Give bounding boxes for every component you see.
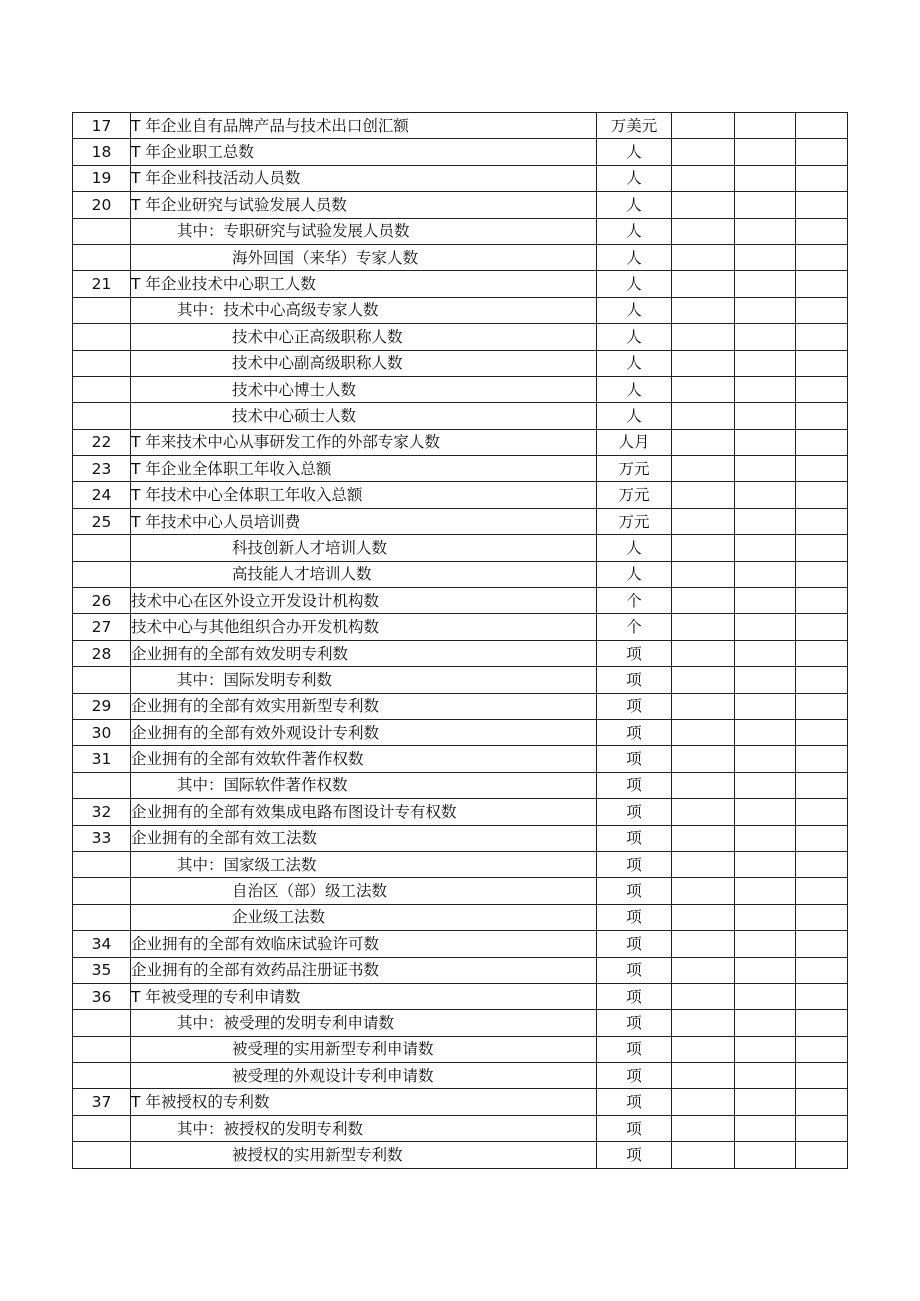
table-row (73, 667, 848, 693)
indicator-name-cell: 其中：国际发明专利数 (131, 667, 597, 693)
unit-cell: 人 (597, 218, 672, 244)
table-row (73, 456, 848, 482)
value-cell-2[interactable] (735, 1036, 796, 1062)
value-cell-3[interactable] (796, 746, 848, 772)
table-row (73, 799, 848, 825)
value-cell-3[interactable] (796, 192, 848, 218)
unit-cell: 万元 (597, 508, 672, 534)
unit-cell: 项 (597, 772, 672, 798)
unit-cell: 项 (597, 931, 672, 957)
value-cell-1[interactable] (672, 429, 735, 455)
row-number-cell: 25 (73, 508, 131, 534)
unit-cell: 项 (597, 1142, 672, 1168)
table-row (73, 983, 848, 1009)
table-row (73, 719, 848, 745)
unit-cell: 项 (597, 640, 672, 666)
value-cell-2[interactable] (735, 1115, 796, 1141)
row-number-cell: 19 (73, 165, 131, 191)
indicator-name-cell: 其中：被授权的发明专利数 (131, 1115, 597, 1141)
value-cell-1[interactable] (672, 825, 735, 851)
value-cell-1[interactable] (672, 218, 735, 244)
value-cell-2[interactable] (735, 429, 796, 455)
unit-cell: 人月 (597, 429, 672, 455)
value-cell-3[interactable] (796, 139, 848, 165)
unit-cell: 项 (597, 825, 672, 851)
value-cell-2[interactable] (735, 324, 796, 350)
table-row (73, 1089, 848, 1115)
value-cell-1[interactable] (672, 324, 735, 350)
row-number-cell (73, 1010, 131, 1036)
indicator-name-cell: T 年企业科技活动人员数 (131, 165, 597, 191)
value-cell-3[interactable] (796, 376, 848, 402)
table-row (73, 1115, 848, 1141)
value-cell-3[interactable] (796, 403, 848, 429)
statistics-table-body (73, 113, 848, 1169)
value-cell-1[interactable] (672, 508, 735, 534)
table-row (73, 139, 848, 165)
value-cell-1[interactable] (672, 139, 735, 165)
indicator-name-cell: 技术中心在区外设立开发设计机构数 (131, 588, 597, 614)
table-row (73, 376, 848, 402)
value-cell-2[interactable] (735, 139, 796, 165)
value-cell-2[interactable] (735, 482, 796, 508)
value-cell-1[interactable] (672, 799, 735, 825)
unit-cell: 人 (597, 244, 672, 270)
row-number-cell (73, 244, 131, 270)
indicator-name-cell: 自治区（部）级工法数 (131, 878, 597, 904)
unit-cell: 项 (597, 1115, 672, 1141)
table-row (73, 561, 848, 587)
indicator-name-cell: 被受理的实用新型专利申请数 (131, 1036, 597, 1062)
value-cell-1[interactable] (672, 904, 735, 930)
value-cell-1[interactable] (672, 667, 735, 693)
value-cell-3[interactable] (796, 1036, 848, 1062)
row-number-cell: 30 (73, 719, 131, 745)
indicator-name-cell: T 年技术中心全体职工年收入总额 (131, 482, 597, 508)
value-cell-2[interactable] (735, 588, 796, 614)
value-cell-1[interactable] (672, 957, 735, 983)
unit-cell: 人 (597, 535, 672, 561)
value-cell-1[interactable] (672, 851, 735, 877)
row-number-cell: 26 (73, 588, 131, 614)
value-cell-2[interactable] (735, 508, 796, 534)
indicator-name-cell: 其中：国际软件著作权数 (131, 772, 597, 798)
table-row (73, 746, 848, 772)
table-row (73, 113, 848, 139)
indicator-name-cell: T 年来技术中心从事研发工作的外部专家人数 (131, 429, 597, 455)
value-cell-3[interactable] (796, 1142, 848, 1168)
indicator-name-cell: 企业拥有的全部有效工法数 (131, 825, 597, 851)
row-number-cell (73, 1115, 131, 1141)
row-number-cell (73, 324, 131, 350)
row-number-cell: 28 (73, 640, 131, 666)
table-row (73, 508, 848, 534)
value-cell-2[interactable] (735, 244, 796, 270)
value-cell-3[interactable] (796, 957, 848, 983)
value-cell-3[interactable] (796, 271, 848, 297)
indicator-name-cell: 企业拥有的全部有效实用新型专利数 (131, 693, 597, 719)
unit-cell: 人 (597, 350, 672, 376)
row-number-cell (73, 376, 131, 402)
table-row (73, 429, 848, 455)
value-cell-1[interactable] (672, 1142, 735, 1168)
row-number-cell: 37 (73, 1089, 131, 1115)
indicator-name-cell: T 年技术中心人员培训费 (131, 508, 597, 534)
unit-cell: 项 (597, 851, 672, 877)
table-row (73, 297, 848, 323)
value-cell-3[interactable] (796, 640, 848, 666)
value-cell-2[interactable] (735, 614, 796, 640)
unit-cell: 人 (597, 403, 672, 429)
row-number-cell: 32 (73, 799, 131, 825)
row-number-cell: 34 (73, 931, 131, 957)
unit-cell: 万美元 (597, 113, 672, 139)
value-cell-1[interactable] (672, 878, 735, 904)
row-number-cell: 18 (73, 139, 131, 165)
unit-cell: 项 (597, 667, 672, 693)
value-cell-2[interactable] (735, 297, 796, 323)
row-number-cell: 29 (73, 693, 131, 719)
value-cell-3[interactable] (796, 667, 848, 693)
value-cell-2[interactable] (735, 271, 796, 297)
indicator-name-cell: T 年企业技术中心职工人数 (131, 271, 597, 297)
row-number-cell (73, 535, 131, 561)
value-cell-3[interactable] (796, 878, 848, 904)
row-number-cell: 27 (73, 614, 131, 640)
indicator-name-cell: T 年企业全体职工年收入总额 (131, 456, 597, 482)
table-row (73, 271, 848, 297)
table-row (73, 324, 848, 350)
unit-cell: 项 (597, 983, 672, 1009)
unit-cell: 人 (597, 324, 672, 350)
value-cell-3[interactable] (796, 113, 848, 139)
table-row (73, 957, 848, 983)
value-cell-3[interactable] (796, 1089, 848, 1115)
value-cell-3[interactable] (796, 825, 848, 851)
value-cell-1[interactable] (672, 719, 735, 745)
row-number-cell: 21 (73, 271, 131, 297)
value-cell-2[interactable] (735, 799, 796, 825)
row-number-cell: 17 (73, 113, 131, 139)
value-cell-1[interactable] (672, 1115, 735, 1141)
unit-cell: 项 (597, 957, 672, 983)
unit-cell: 人 (597, 297, 672, 323)
value-cell-3[interactable] (796, 588, 848, 614)
value-cell-3[interactable] (796, 983, 848, 1009)
indicator-name-cell: 其中：技术中心高级专家人数 (131, 297, 597, 323)
value-cell-1[interactable] (672, 403, 735, 429)
unit-cell: 人 (597, 376, 672, 402)
row-number-cell: 31 (73, 746, 131, 772)
indicator-name-cell: 企业拥有的全部有效软件著作权数 (131, 746, 597, 772)
value-cell-3[interactable] (796, 693, 848, 719)
indicator-name-cell: 海外回国（来华）专家人数 (131, 244, 597, 270)
value-cell-1[interactable] (672, 983, 735, 1009)
value-cell-3[interactable] (796, 350, 848, 376)
value-cell-3[interactable] (796, 851, 848, 877)
indicator-name-cell: T 年企业职工总数 (131, 139, 597, 165)
row-number-cell: 20 (73, 192, 131, 218)
value-cell-1[interactable] (672, 535, 735, 561)
value-cell-2[interactable] (735, 719, 796, 745)
indicator-name-cell: T 年被受理的专利申请数 (131, 983, 597, 1009)
table-row (73, 403, 848, 429)
table-row (73, 640, 848, 666)
table-row (73, 614, 848, 640)
value-cell-1[interactable] (672, 376, 735, 402)
value-cell-1[interactable] (672, 297, 735, 323)
value-cell-2[interactable] (735, 1089, 796, 1115)
value-cell-1[interactable] (672, 482, 735, 508)
table-row (73, 482, 848, 508)
table-row (73, 878, 848, 904)
value-cell-1[interactable] (672, 931, 735, 957)
value-cell-1[interactable] (672, 113, 735, 139)
value-cell-3[interactable] (796, 1115, 848, 1141)
value-cell-3[interactable] (796, 218, 848, 244)
unit-cell: 项 (597, 1036, 672, 1062)
value-cell-3[interactable] (796, 561, 848, 587)
value-cell-1[interactable] (672, 271, 735, 297)
indicator-name-cell: T 年企业研究与试验发展人员数 (131, 192, 597, 218)
table-row (73, 218, 848, 244)
value-cell-3[interactable] (796, 165, 848, 191)
row-number-cell (73, 350, 131, 376)
value-cell-3[interactable] (796, 297, 848, 323)
unit-cell: 人 (597, 271, 672, 297)
value-cell-3[interactable] (796, 931, 848, 957)
value-cell-3[interactable] (796, 1010, 848, 1036)
value-cell-2[interactable] (735, 113, 796, 139)
value-cell-2[interactable] (735, 931, 796, 957)
indicator-name-cell: 企业拥有的全部有效药品注册证书数 (131, 957, 597, 983)
unit-cell: 个 (597, 588, 672, 614)
value-cell-2[interactable] (735, 904, 796, 930)
value-cell-2[interactable] (735, 535, 796, 561)
value-cell-2[interactable] (735, 1063, 796, 1089)
indicator-name-cell: 高技能人才培训人数 (131, 561, 597, 587)
value-cell-1[interactable] (672, 614, 735, 640)
value-cell-2[interactable] (735, 218, 796, 244)
indicator-name-cell: 技术中心与其他组织合办开发机构数 (131, 614, 597, 640)
value-cell-1[interactable] (672, 1036, 735, 1062)
value-cell-2[interactable] (735, 403, 796, 429)
indicator-name-cell: 企业拥有的全部有效集成电路布图设计专有权数 (131, 799, 597, 825)
row-number-cell: 36 (73, 983, 131, 1009)
row-number-cell: 24 (73, 482, 131, 508)
value-cell-2[interactable] (735, 192, 796, 218)
table-row (73, 192, 848, 218)
value-cell-1[interactable] (672, 772, 735, 798)
value-cell-2[interactable] (735, 1010, 796, 1036)
value-cell-2[interactable] (735, 561, 796, 587)
row-number-cell (73, 1063, 131, 1089)
indicator-name-cell: 其中：被受理的发明专利申请数 (131, 1010, 597, 1036)
value-cell-3[interactable] (796, 429, 848, 455)
indicator-name-cell: 技术中心硕士人数 (131, 403, 597, 429)
table-row (73, 588, 848, 614)
value-cell-2[interactable] (735, 350, 796, 376)
row-number-cell (73, 297, 131, 323)
unit-cell: 项 (597, 1063, 672, 1089)
value-cell-3[interactable] (796, 535, 848, 561)
table-row (73, 535, 848, 561)
value-cell-1[interactable] (672, 350, 735, 376)
value-cell-2[interactable] (735, 983, 796, 1009)
unit-cell: 人 (597, 139, 672, 165)
unit-cell: 项 (597, 693, 672, 719)
indicator-name-cell: 被授权的实用新型专利数 (131, 1142, 597, 1168)
value-cell-1[interactable] (672, 640, 735, 666)
indicator-name-cell: 科技创新人才培训人数 (131, 535, 597, 561)
unit-cell: 人 (597, 561, 672, 587)
indicator-name-cell: 企业级工法数 (131, 904, 597, 930)
row-number-cell: 33 (73, 825, 131, 851)
value-cell-2[interactable] (735, 746, 796, 772)
value-cell-2[interactable] (735, 667, 796, 693)
value-cell-3[interactable] (796, 904, 848, 930)
value-cell-1[interactable] (672, 165, 735, 191)
value-cell-2[interactable] (735, 825, 796, 851)
value-cell-3[interactable] (796, 244, 848, 270)
value-cell-3[interactable] (796, 324, 848, 350)
row-number-cell (73, 403, 131, 429)
unit-cell: 项 (597, 1010, 672, 1036)
value-cell-2[interactable] (735, 376, 796, 402)
value-cell-1[interactable] (672, 693, 735, 719)
row-number-cell (73, 561, 131, 587)
value-cell-1[interactable] (672, 192, 735, 218)
table-row (73, 1063, 848, 1089)
unit-cell: 项 (597, 799, 672, 825)
value-cell-2[interactable] (735, 878, 796, 904)
indicator-name-cell: 技术中心博士人数 (131, 376, 597, 402)
table-row (73, 931, 848, 957)
value-cell-1[interactable] (672, 1010, 735, 1036)
unit-cell: 人 (597, 165, 672, 191)
value-cell-3[interactable] (796, 508, 848, 534)
value-cell-1[interactable] (672, 1089, 735, 1115)
value-cell-2[interactable] (735, 165, 796, 191)
indicator-name-cell: T 年被授权的专利数 (131, 1089, 597, 1115)
indicator-name-cell: 企业拥有的全部有效发明专利数 (131, 640, 597, 666)
table-row (73, 825, 848, 851)
indicator-name-cell: 技术中心副高级职称人数 (131, 350, 597, 376)
value-cell-3[interactable] (796, 456, 848, 482)
value-cell-2[interactable] (735, 1142, 796, 1168)
indicator-name-cell: 技术中心正高级职称人数 (131, 324, 597, 350)
value-cell-3[interactable] (796, 719, 848, 745)
value-cell-3[interactable] (796, 1063, 848, 1089)
indicator-name-cell: 其中：专职研究与试验发展人员数 (131, 218, 597, 244)
table-row (73, 904, 848, 930)
value-cell-1[interactable] (672, 456, 735, 482)
value-cell-2[interactable] (735, 851, 796, 877)
value-cell-2[interactable] (735, 456, 796, 482)
indicator-name-cell: 企业拥有的全部有效临床试验许可数 (131, 931, 597, 957)
unit-cell: 项 (597, 719, 672, 745)
table-row (73, 1010, 848, 1036)
row-number-cell: 23 (73, 456, 131, 482)
indicator-name-cell: T 年企业自有品牌产品与技术出口创汇额 (131, 113, 597, 139)
row-number-cell (73, 851, 131, 877)
value-cell-3[interactable] (796, 772, 848, 798)
row-number-cell (73, 904, 131, 930)
value-cell-1[interactable] (672, 561, 735, 587)
indicator-name-cell: 企业拥有的全部有效外观设计专利数 (131, 719, 597, 745)
table-row (73, 851, 848, 877)
indicator-name-cell: 被受理的外观设计专利申请数 (131, 1063, 597, 1089)
table-row (73, 693, 848, 719)
table-row (73, 1142, 848, 1168)
value-cell-2[interactable] (735, 640, 796, 666)
indicator-name-cell: 其中：国家级工法数 (131, 851, 597, 877)
table-row (73, 244, 848, 270)
value-cell-3[interactable] (796, 799, 848, 825)
table-row (73, 772, 848, 798)
value-cell-1[interactable] (672, 588, 735, 614)
value-cell-3[interactable] (796, 482, 848, 508)
unit-cell: 项 (597, 878, 672, 904)
unit-cell: 万元 (597, 456, 672, 482)
row-number-cell (73, 218, 131, 244)
row-number-cell (73, 772, 131, 798)
unit-cell: 万元 (597, 482, 672, 508)
unit-cell: 项 (597, 746, 672, 772)
value-cell-2[interactable] (735, 957, 796, 983)
table-row (73, 1036, 848, 1062)
row-number-cell (73, 1036, 131, 1062)
value-cell-2[interactable] (735, 772, 796, 798)
table-row (73, 350, 848, 376)
value-cell-1[interactable] (672, 244, 735, 270)
unit-cell: 个 (597, 614, 672, 640)
value-cell-1[interactable] (672, 746, 735, 772)
statistics-table (72, 112, 848, 1169)
table-row (73, 165, 848, 191)
row-number-cell: 35 (73, 957, 131, 983)
unit-cell: 人 (597, 192, 672, 218)
row-number-cell (73, 667, 131, 693)
row-number-cell: 22 (73, 429, 131, 455)
value-cell-2[interactable] (735, 693, 796, 719)
row-number-cell (73, 878, 131, 904)
unit-cell: 项 (597, 1089, 672, 1115)
value-cell-3[interactable] (796, 614, 848, 640)
value-cell-1[interactable] (672, 1063, 735, 1089)
row-number-cell (73, 1142, 131, 1168)
unit-cell: 项 (597, 904, 672, 930)
